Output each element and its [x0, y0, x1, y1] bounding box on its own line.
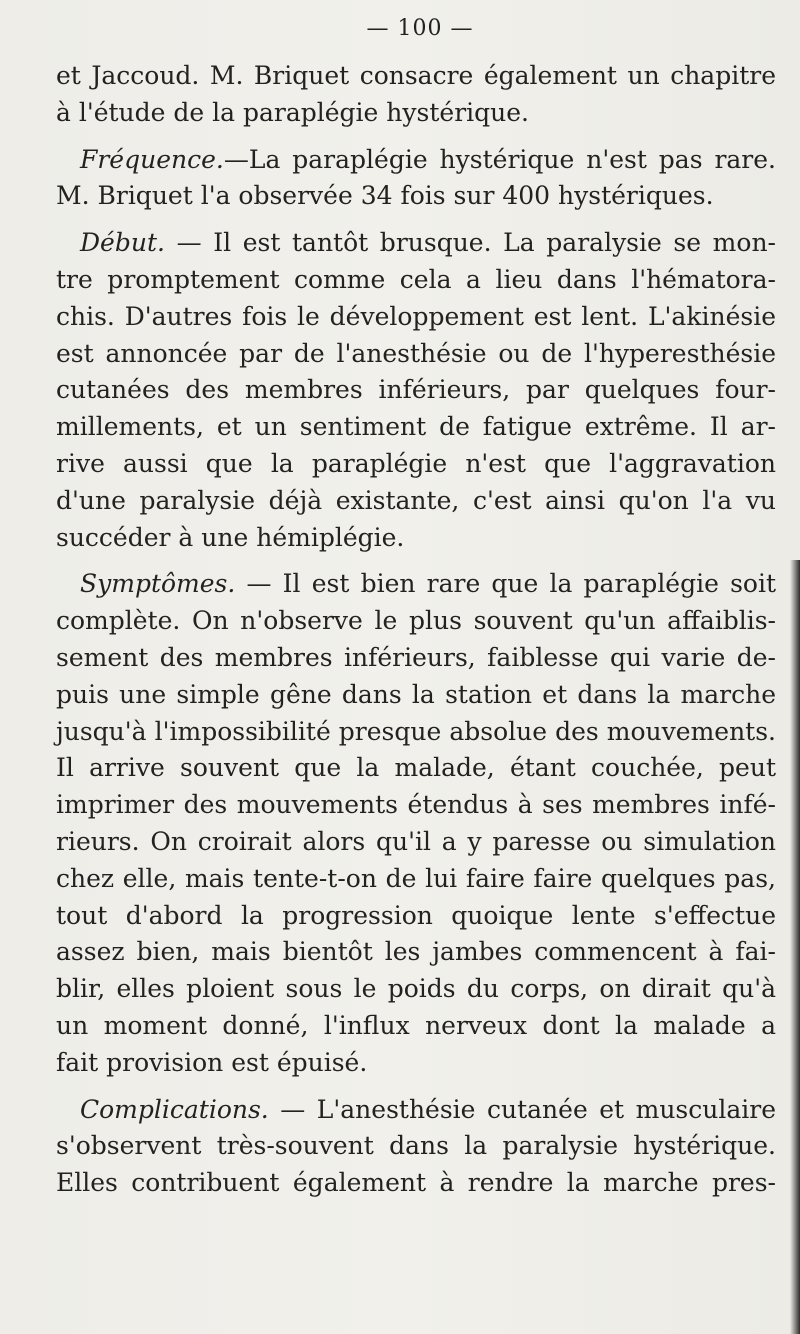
text-line: imprimer des mouvements étendus à ses membres infé- — [56, 790, 776, 820]
text-line: rieurs. On croirait alors qu'il a y paresse ou simulation — [56, 826, 776, 856]
text-line: Elles contribuent également à rendre la marche pres- — [56, 1168, 776, 1198]
text-line: rive aussi que la paraplégie n'est que l'aggravation — [56, 448, 776, 478]
section-heading-frequence: Fréquence. — [80, 144, 224, 174]
text-line: est annoncée par de l'anesthésie ou de l'hyperesthésie — [56, 338, 776, 368]
section-heading-complications: Complications. — [80, 1094, 269, 1124]
section-heading-debut: Début. — [80, 228, 165, 258]
text-line: tre promptement comme cela a lieu dans l'hématora- — [56, 264, 776, 294]
text-line: chis. D'autres fois le développement est lent. L'akinésie — [56, 301, 776, 331]
text-line: s'observent très-souvent dans la paralysie hystérique. — [56, 1131, 776, 1161]
text-line: fait provision est épuisé. — [56, 1047, 368, 1077]
text-line: Il arrive souvent que la malade, étant couchée, peut — [56, 753, 776, 783]
text-line: complète. On n'observe le plus souvent qu'un affaiblis- — [56, 606, 776, 636]
paragraph-frequence — [56, 142, 776, 216]
text-line: et Jaccoud. M. Briquet consacre également un chapitre — [56, 61, 776, 90]
paragraph-debut — [56, 225, 776, 556]
text-line: millements, et un sentiment de fatigue extrême. Il ar- — [56, 412, 776, 442]
body-text — [56, 58, 776, 1202]
paragraph-complications — [56, 1092, 776, 1202]
text-line: Fréquence.—La paraplégie hystérique n'est pas rare. — [80, 144, 776, 174]
text-line: un moment donné, l'influx nerveux dont la malade a — [56, 1010, 776, 1040]
text-line: Début. — Il est tantôt brusque. La paralysie se mon- — [80, 228, 776, 258]
paragraph-intro — [56, 58, 776, 132]
text-line: d'une paralysie déjà existante, c'est ainsi qu'on l'a vu — [56, 485, 776, 515]
page-number: — 100 — — [366, 16, 474, 41]
page-edge-shadow — [790, 560, 800, 1334]
text-line: Complications. — L'anesthésie cutanée et musculaire — [80, 1094, 776, 1124]
text-line: assez bien, mais bientôt les jambes commencent à fai- — [56, 937, 776, 967]
text-line: tout d'abord la progression quoique lente s'effectue — [56, 900, 776, 930]
paragraph-symptomes — [56, 566, 776, 1081]
text-line: blir, elles ploient sous le poids du corps, on dirait qu'à — [56, 974, 776, 1004]
section-heading-symptomes: Symptômes. — [80, 569, 236, 599]
text-line: M. Briquet l'a observée 34 fois sur 400 hystériques. — [56, 181, 714, 211]
text-line: puis une simple gêne dans la station et dans la marche — [56, 679, 776, 709]
text-line: à l'étude de la paraplégie hystérique. — [56, 97, 529, 127]
text-line: chez elle, mais tente-t-on de lui faire faire quelques pas, — [56, 863, 776, 893]
text-line: Symptômes. — Il est bien rare que la paraplégie soit — [80, 569, 776, 599]
text-line: succéder à une hémiplégie. — [56, 522, 405, 552]
text-line: cutanées des membres inférieurs, par quelques four- — [56, 375, 776, 405]
text-line: jusqu'à l'impossibilité presque absolue des mouvements. — [56, 716, 776, 746]
text-line: sement des membres inférieurs, faiblesse qui varie de- — [56, 642, 776, 672]
